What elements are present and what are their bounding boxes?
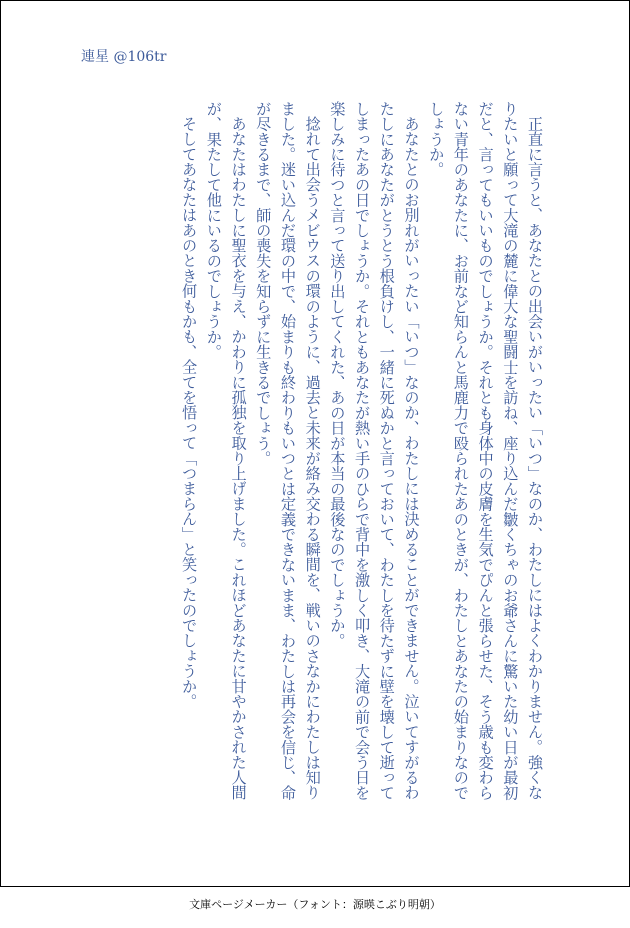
footer-credit: 文庫ページメーカー（フォント：源暎こぶり明朝） xyxy=(189,898,441,911)
paragraph: 正直に言うと、あなたとの出会いがいったい「いつ」なのか、わたしにはよくわかりません。強くなりたいと願って大滝の麓に偉大な聖闘士を訪ね、座り込んだ皺くちゃのお爺さんに驚いた幼い日が最初だと、言ってもいいものでしょうか。それとも身体中の皮膚を生気でぴんと張らせた、そう歳も変わらない青年のあなたに、お前など知らんと馬鹿力で殴られたあのときが、わたしとあなたの始まりなのでしょうか。 xyxy=(427,101,544,801)
story-body xyxy=(81,101,547,813)
paragraph: あなたはわたしに聖衣を与え、かわりに孤独を取り上げました。これほどあなたに甘やかされた人間が、果たして他にいるのでしょうか。 xyxy=(204,101,248,801)
author-credit: 連星 @106tr xyxy=(81,49,167,65)
paragraph: そしてあなたはあのとき何もかも、全てを悟って「つまらん」と笑ったのでしょうか。 xyxy=(180,116,199,709)
paragraph: 捻れて出会うメビウスの環のように、過去と未来が絡み交わる瞬間を、戦いのさなかにわたしは知りました。迷い込んだ環の中で、始まりも終わりもいつとは定義できないまま、わたしは再会を信じ、命が尽きるまで、師の喪失を知らずに生きるでしょう。 xyxy=(254,101,322,801)
paragraph: あなたとのお別れがいったい「いつ」なのか、わたしには決めることができません。泣いてすがるわたしにあなたがとうとう根負けし、一緒に死ぬかと言っておいて、わたしを待たずに壁を壊して逝ってしまったあの日でしょうか。それともあなたが熱い手のひらで背中を激しく叩き、大滝の前で会う日を楽しみに待つと言って送り出してくれた、あの日が本当の最後なのでしょうか。 xyxy=(328,101,421,801)
